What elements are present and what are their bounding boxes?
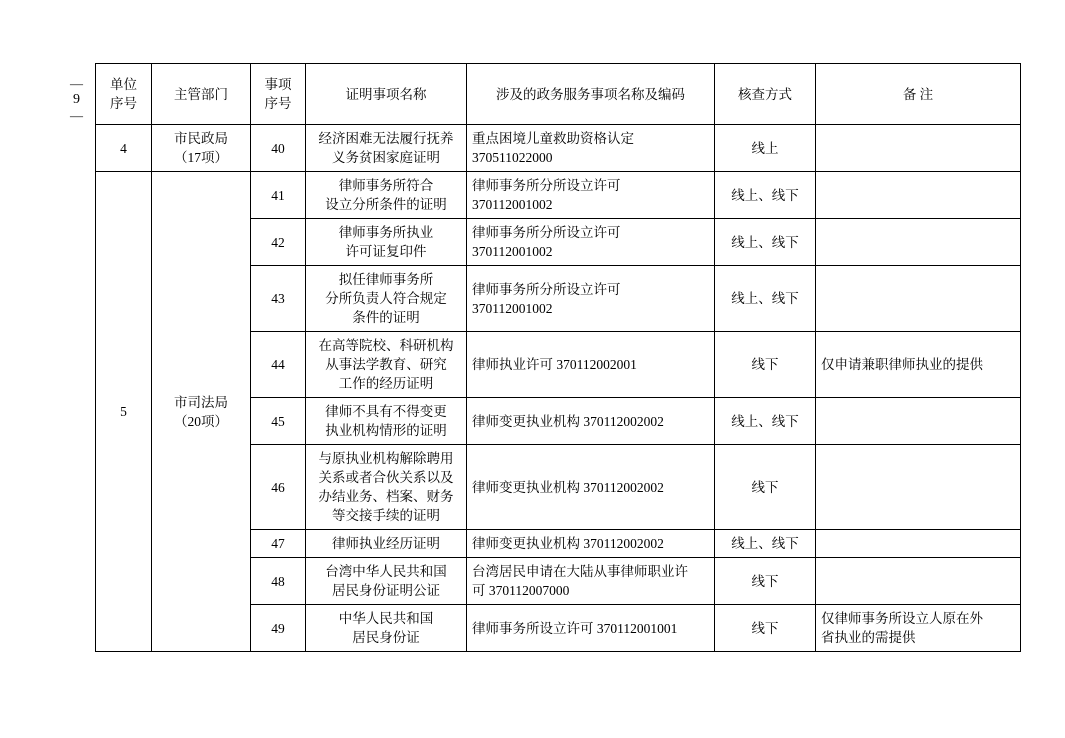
cell-remark: 仅申请兼职律师执业的提供: [816, 332, 1021, 398]
page-marker-dash-top: —: [70, 76, 84, 91]
cell-proof-name: 律师事务所符合 设立分所条件的证明: [306, 172, 467, 219]
cell-proof-name: 与原执业机构解除聘用 关系或者合伙关系以及 办结业务、档案、财务 等交接手续的证明: [306, 445, 467, 530]
cell-remark: [816, 125, 1021, 172]
cell-method: 线上: [715, 125, 816, 172]
cell-service: 律师事务所分所设立许可 370112001002: [467, 172, 715, 219]
cell-remark: [816, 219, 1021, 266]
cell-proof-name: 律师执业经历证明: [306, 530, 467, 558]
header-remark: 备 注: [816, 64, 1021, 125]
cell-method: 线上、线下: [715, 530, 816, 558]
cell-remark: [816, 445, 1021, 530]
cell-service: 律师变更执业机构 370112002002: [467, 530, 715, 558]
page-number-marker: [62, 78, 92, 122]
cell-item-no: 43: [251, 266, 306, 332]
cell-method: 线下: [715, 558, 816, 605]
table-header: [96, 64, 1021, 125]
cell-remark: 仅律师事务所设立人原在外 省执业的需提供: [816, 605, 1021, 652]
cell-method: 线上、线下: [715, 219, 816, 266]
cell-remark: [816, 266, 1021, 332]
header-proof-name: 证明事项名称: [306, 64, 467, 125]
cell-service: 律师事务所分所设立许可 370112001002: [467, 266, 715, 332]
cell-item-no: 49: [251, 605, 306, 652]
cell-department: 市司法局 （20项）: [152, 172, 251, 652]
cell-proof-name: 律师事务所执业 许可证复印件: [306, 219, 467, 266]
cell-service: 律师变更执业机构 370112002002: [467, 398, 715, 445]
cell-remark: [816, 530, 1021, 558]
cell-proof-name: 律师不具有不得变更 执业机构情形的证明: [306, 398, 467, 445]
cell-method: 线下: [715, 332, 816, 398]
cell-item-no: 40: [251, 125, 306, 172]
cell-service: 律师执业许可 370112002001: [467, 332, 715, 398]
cell-proof-name: 中华人民共和国 居民身份证: [306, 605, 467, 652]
cell-item-no: 41: [251, 172, 306, 219]
cell-service: 律师变更执业机构 370112002002: [467, 445, 715, 530]
cell-proof-name: 拟任律师事务所 分所负责人符合规定 条件的证明: [306, 266, 467, 332]
cell-method: 线下: [715, 605, 816, 652]
cell-proof-name: 在高等院校、科研机构 从事法学教育、研究 工作的经历证明: [306, 332, 467, 398]
cell-service: 台湾居民申请在大陆从事律师职业许 可 370112007000: [467, 558, 715, 605]
page-number: 9: [73, 92, 81, 107]
cell-method: 线下: [715, 445, 816, 530]
cell-proof-name: 经济困难无法履行抚养 义务贫困家庭证明: [306, 125, 467, 172]
table-header-row: [96, 64, 1021, 125]
page-marker-dash-bottom: —: [70, 108, 84, 123]
cell-method: 线上、线下: [715, 172, 816, 219]
table-body: [96, 125, 1021, 652]
cell-item-no: 45: [251, 398, 306, 445]
cell-item-no: 47: [251, 530, 306, 558]
header-department: 主管部门: [152, 64, 251, 125]
cell-remark: [816, 172, 1021, 219]
header-item-no: 事项 序号: [251, 64, 306, 125]
cell-department: 市民政局 （17项）: [152, 125, 251, 172]
cell-service: 重点困境儿童救助资格认定 370511022000: [467, 125, 715, 172]
header-verification-method: 核查方式: [715, 64, 816, 125]
cell-service: 律师事务所设立许可 370112001001: [467, 605, 715, 652]
cell-item-no: 46: [251, 445, 306, 530]
cell-service: 律师事务所分所设立许可 370112001002: [467, 219, 715, 266]
cell-item-no: 48: [251, 558, 306, 605]
table-row: [96, 172, 1021, 219]
cell-unit-no: 5: [96, 172, 152, 652]
cell-method: 线上、线下: [715, 398, 816, 445]
cell-remark: [816, 398, 1021, 445]
cell-item-no: 44: [251, 332, 306, 398]
cell-item-no: 42: [251, 219, 306, 266]
table-row: [96, 125, 1021, 172]
certification-items-table: [95, 63, 1021, 652]
cell-method: 线上、线下: [715, 266, 816, 332]
header-service-name-code: 涉及的政务服务事项名称及编码: [467, 64, 715, 125]
cell-proof-name: 台湾中华人民共和国 居民身份证明公证: [306, 558, 467, 605]
cell-remark: [816, 558, 1021, 605]
cell-unit-no: 4: [96, 125, 152, 172]
header-unit-no: 单位 序号: [96, 64, 152, 125]
